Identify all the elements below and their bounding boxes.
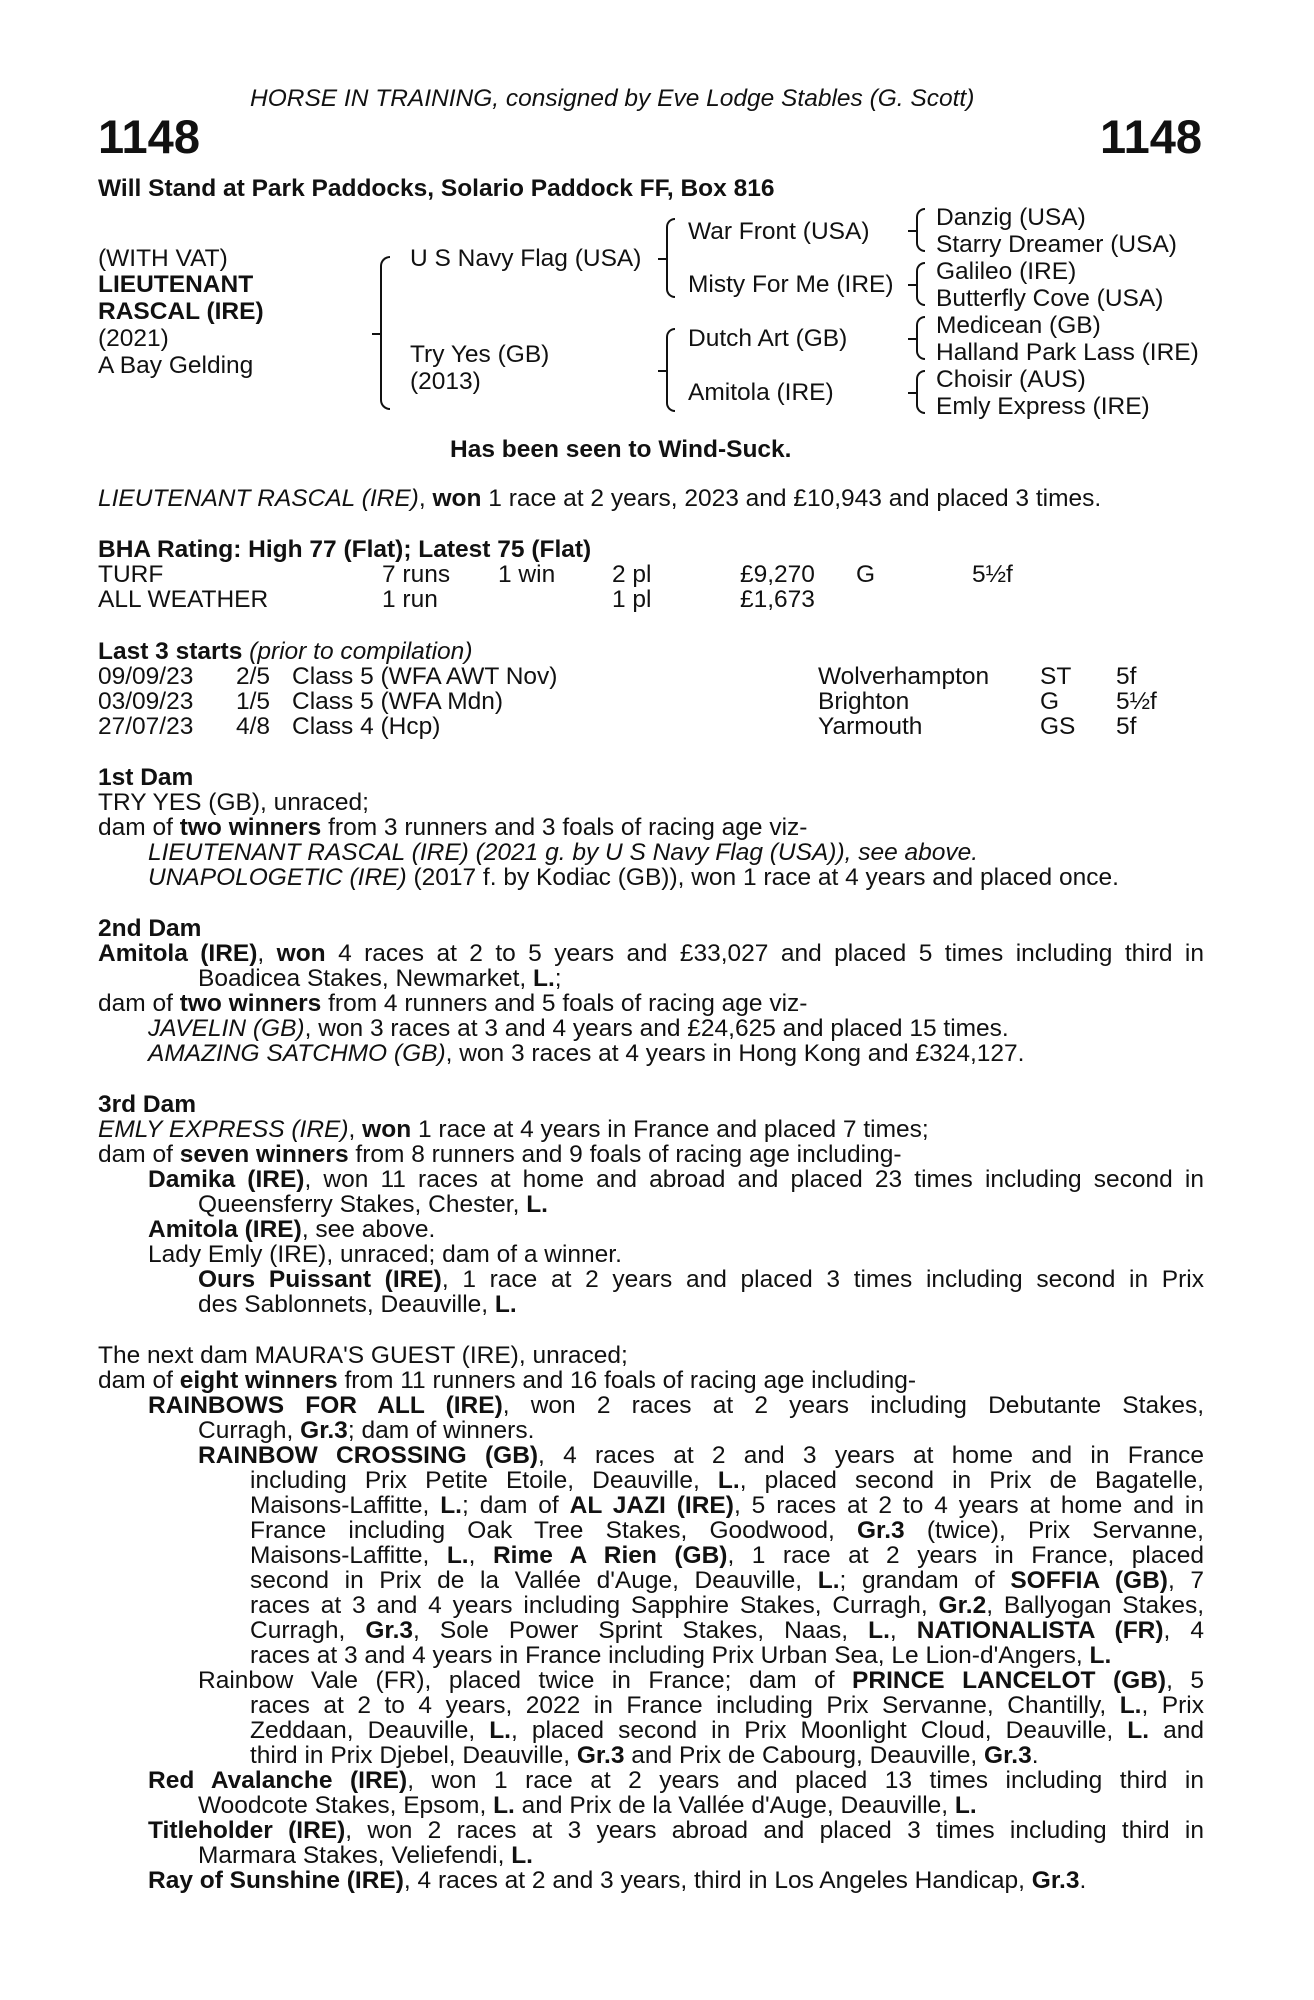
produce-item-cont: races at 3 and 4 years in France including Prix Urban Sea, Le Lion-d'Angers, L.: [250, 1642, 1112, 1669]
wind-suck-note: Has been seen to Wind-Suck.: [450, 436, 792, 463]
dam-line: The next dam MAURA'S GUEST (IRE), unraced;: [98, 1342, 628, 1369]
dam-line: Amitola (IRE), won 4 races at 2 to 5 years and £33,027 and placed 5 times including third in: [98, 940, 1204, 967]
produce-item: Ray of Sunshine (IRE), 4 races at 2 and 3 years, third in Los Angeles Handicap, Gr.3.: [148, 1867, 1087, 1894]
start-course: Brighton: [818, 688, 910, 715]
sire-sire: War Front (USA): [688, 218, 870, 245]
produce-item-cont: races at 2 to 4 years, 2022 in France including Prix Servanne, Chantilly, L., Prix: [250, 1692, 1204, 1719]
section-heading: 1st Dam: [98, 764, 194, 791]
brace-dam-parents: [666, 328, 675, 412]
produce-item: JAVELIN (GB), won 3 races at 3 and 4 years and £24,625 and placed 15 times.: [148, 1015, 1009, 1042]
start-going: G: [1040, 688, 1060, 715]
produce-item: Red Avalanche (IRE), won 1 race at 2 years and placed 13 times including third in: [148, 1767, 1204, 1794]
produce-item-cont: France including Oak Tree Stakes, Goodwood, Gr.3 (twice), Prix Servanne,: [250, 1517, 1204, 1544]
bha-placed: 1 pl: [612, 586, 652, 613]
produce-item-cont: Maisons-Laffitte, L., Rime A Rien (GB), 1 race at 2 years in France, placed: [250, 1542, 1204, 1569]
start-race: Class 5 (WFA Mdn): [292, 688, 504, 715]
produce-item-cont: including Prix Petite Etoile, Deauville, L., placed second in Prix de Bagatelle,: [250, 1467, 1204, 1494]
brace-ds: [916, 316, 925, 360]
produce-item-cont: second in Prix de la Vallée d'Auge, Deauville, L.; grandam of SOFFIA (GB), 7: [250, 1567, 1204, 1594]
bha-rating: BHA Rating: High 77 (Flat); Latest 75 (Flat): [98, 536, 592, 563]
ds-dam: Halland Park Lass (IRE): [936, 339, 1199, 366]
start-race: Class 4 (Hcp): [292, 713, 441, 740]
produce-item: Ours Puissant (IRE), 1 race at 2 years and placed 3 times including second in Prix: [198, 1266, 1204, 1293]
sire-name: U S Navy Flag (USA): [410, 245, 642, 272]
lot-number-left: 1148: [98, 110, 200, 163]
produce-line: dam of seven winners from 8 runners and 9 foals of racing age including-: [98, 1141, 902, 1168]
brace-sd: [916, 262, 925, 306]
start-distance: 5f: [1116, 663, 1137, 690]
dd-dam: Emly Express (IRE): [936, 393, 1150, 420]
produce-item: RAINBOW CROSSING (GB), 4 races at 2 and 3 years at home and in France: [198, 1442, 1204, 1469]
produce-item-cont: Curragh, Gr.3, Sole Power Sprint Stakes, Naas, L., NATIONALISTA (FR), 4: [250, 1617, 1204, 1644]
dam-line: EMLY EXPRESS (IRE), won 1 race at 4 years in France and placed 7 times;: [98, 1116, 929, 1143]
dam-line: TRY YES (GB), unraced;: [98, 789, 369, 816]
produce-item: RAINBOWS FOR ALL (IRE), won 2 races at 2 years including Debutante Stakes,: [148, 1392, 1205, 1419]
start-course: Yarmouth: [818, 713, 923, 740]
produce-item: Titleholder (IRE), won 2 races at 3 years abroad and placed 3 times including third in: [148, 1817, 1204, 1844]
lot-number-right: 1148: [1100, 110, 1202, 163]
ss-sire: Danzig (USA): [936, 204, 1086, 231]
start-position: 4/8: [236, 713, 271, 740]
produce-item-cont: Curragh, Gr.3; dam of winners.: [198, 1417, 535, 1444]
start-date: 27/07/23: [98, 713, 194, 740]
produce-item: AMAZING SATCHMO (GB), won 3 races at 4 years in Hong Kong and £324,127.: [148, 1040, 1025, 1067]
race-summary: LIEUTENANT RASCAL (IRE), won 1 race at 2 years, 2023 and £10,943 and placed 3 times.: [98, 485, 1102, 512]
horse-description: A Bay Gelding: [98, 352, 254, 379]
start-position: 2/5: [236, 663, 271, 690]
dam-dam: Amitola (IRE): [688, 379, 834, 406]
produce-item: LIEUTENANT RASCAL (IRE) (2021 g. by U S Navy Flag (USA)), see above.: [148, 839, 979, 866]
produce-item-cont: Queensferry Stakes, Chester, L.: [198, 1191, 548, 1218]
produce-item: UNAPOLOGETIC (IRE) (2017 f. by Kodiac (GB)), won 1 race at 4 years and placed once.: [148, 864, 1119, 891]
sd-sire: Galileo (IRE): [936, 258, 1077, 285]
bha-wins: 1 win: [498, 561, 556, 588]
sd-dam: Butterfly Cove (USA): [936, 285, 1164, 312]
bha-going: G: [856, 561, 876, 588]
section-heading: 3rd Dam: [98, 1091, 197, 1118]
bha-surface: ALL WEATHER: [98, 586, 269, 613]
produce-item: Damika (IRE), won 11 races at home and abroad and placed 23 times including second in: [148, 1166, 1204, 1193]
bha-surface: TURF: [98, 561, 164, 588]
dam-line-cont: Boadicea Stakes, Newmarket, L.;: [198, 965, 562, 992]
consignor-line: HORSE IN TRAINING, consigned by Eve Lodge Stables (G. Scott): [250, 85, 975, 112]
bha-distance: 5½f: [972, 561, 1013, 588]
produce-item-cont: Maisons-Laffitte, L.; dam of AL JAZI (IRE), 5 races at 2 to 4 years at home and in: [250, 1492, 1204, 1519]
dam-year: (2013): [410, 368, 481, 395]
bha-runs: 1 run: [382, 586, 438, 613]
start-date: 03/09/23: [98, 688, 194, 715]
produce-item-cont: Zeddaan, Deauville, L., placed second in Prix Moonlight Cloud, Deauville, L. and: [250, 1717, 1205, 1744]
sire-dam: Misty For Me (IRE): [688, 271, 894, 298]
bha-prize: £9,270: [740, 561, 815, 588]
produce-item-cont: races at 3 and 4 years including Sapphire Stakes, Curragh, Gr.2, Ballyogan Stakes,: [250, 1592, 1205, 1619]
start-position: 1/5: [236, 688, 271, 715]
section-heading: 2nd Dam: [98, 915, 202, 942]
last-starts-heading: Last 3 starts (prior to compilation): [98, 638, 473, 665]
horse-name-line1: LIEUTENANT: [98, 271, 254, 298]
produce-item: Amitola (IRE), see above.: [148, 1216, 436, 1243]
ds-sire: Medicean (GB): [936, 312, 1101, 339]
ss-dam: Starry Dreamer (USA): [936, 231, 1177, 258]
dd-sire: Choisir (AUS): [936, 366, 1086, 393]
start-race: Class 5 (WFA AWT Nov): [292, 663, 558, 690]
start-course: Wolverhampton: [818, 663, 990, 690]
vat-note: (WITH VAT): [98, 245, 228, 272]
produce-item-cont: third in Prix Djebel, Deauville, Gr.3 and Prix de Cabourg, Deauville, Gr.3.: [250, 1742, 1039, 1769]
produce-line: dam of two winners from 4 runners and 5 foals of racing age viz-: [98, 990, 808, 1017]
horse-year: (2021): [98, 325, 169, 352]
brace-gen1: [380, 256, 390, 410]
produce-item-cont: des Sablonnets, Deauville, L.: [198, 1291, 517, 1318]
produce-item-cont: Woodcote Stakes, Epsom, L. and Prix de la Vallée d'Auge, Deauville, L.: [198, 1792, 977, 1819]
brace-ss: [916, 208, 925, 252]
produce-line: dam of two winners from 3 runners and 3 foals of racing age viz-: [98, 814, 808, 841]
produce-item-cont: Marmara Stakes, Veliefendi, L.: [198, 1842, 533, 1869]
produce-item: Lady Emly (IRE), unraced; dam of a winner.: [148, 1241, 622, 1268]
start-going: GS: [1040, 713, 1076, 740]
brace-dd: [916, 370, 925, 414]
produce-item: Rainbow Vale (FR), placed twice in France; dam of PRINCE LANCELOT (GB), 5: [198, 1667, 1204, 1694]
dam-sire: Dutch Art (GB): [688, 325, 848, 352]
produce-line: dam of eight winners from 11 runners and 16 foals of racing age including-: [98, 1367, 916, 1394]
brace-sire-parents: [666, 218, 675, 298]
start-distance: 5f: [1116, 713, 1137, 740]
start-date: 09/09/23: [98, 663, 194, 690]
start-going: ST: [1040, 663, 1072, 690]
bha-runs: 7 runs: [382, 561, 451, 588]
stand-location: Will Stand at Park Paddocks, Solario Paddock FF, Box 816: [98, 175, 775, 202]
horse-name-line2: RASCAL (IRE): [98, 298, 264, 325]
dam-name: Try Yes (GB): [410, 341, 550, 368]
bha-placed: 2 pl: [612, 561, 652, 588]
start-distance: 5½f: [1116, 688, 1157, 715]
bha-prize: £1,673: [740, 586, 815, 613]
